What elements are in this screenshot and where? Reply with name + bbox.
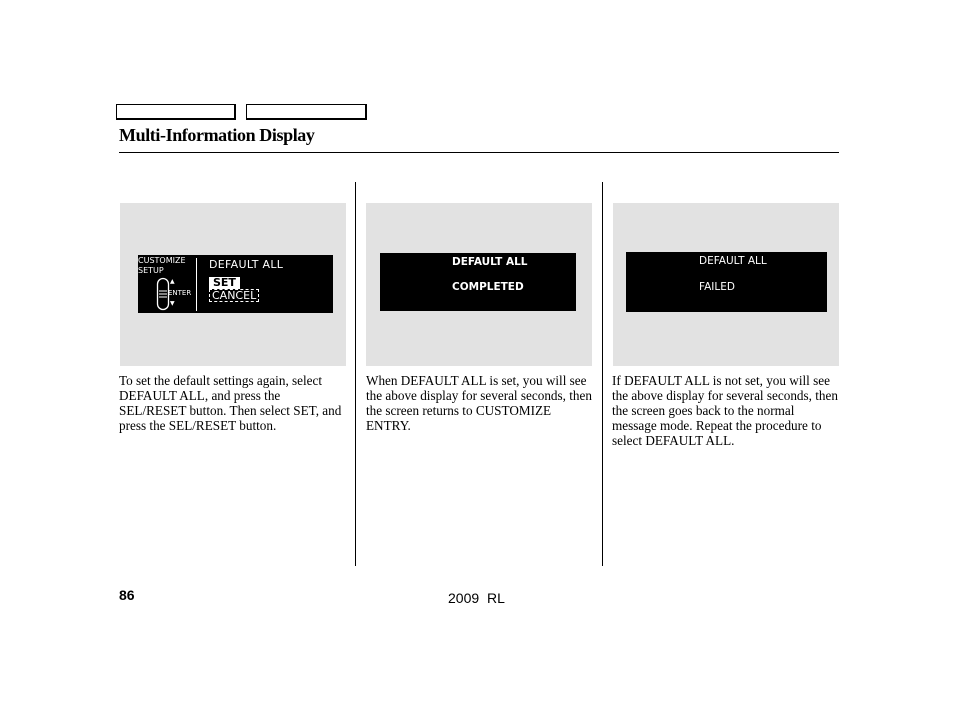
nav-tab-1[interactable]: [116, 104, 236, 120]
column-divider-1: [355, 182, 356, 566]
arrow-up-icon: ▲: [170, 278, 175, 285]
failed-label: FAILED: [699, 281, 735, 293]
default-all-label: DEFAULT ALL: [699, 255, 767, 267]
column-2-text: When DEFAULT ALL is set, you will see the above display for several seconds, then the screen returns to CUSTOMIZE ENTRY.: [366, 373, 592, 433]
figure-panel-default-all-completed: [366, 203, 592, 366]
column-3-text: If DEFAULT ALL is not set, you will see the above display for several seconds, then the screen goes back to the normal message mode. Repeat the procedure to select DEFAULT ALL.: [612, 373, 838, 448]
model-year-label: 2009 RL: [448, 590, 505, 606]
figure-panel-default-all-failed: [613, 203, 839, 366]
arrow-down-icon: ▼: [170, 300, 175, 307]
enter-label: ENTER: [168, 289, 192, 297]
set-option-highlighted: SET: [209, 277, 240, 289]
column-1-text: To set the default settings again, select DEFAULT ALL, and press the SEL/RESET button. Then select SET, and press the SEL/RESET button.: [119, 373, 342, 433]
title-divider: [119, 152, 839, 153]
completed-label: COMPLETED: [452, 281, 524, 293]
column-divider-2: [602, 182, 603, 566]
display-screen: [138, 255, 333, 313]
default-all-label: DEFAULT ALL: [452, 256, 528, 268]
page-number: 86: [119, 587, 135, 603]
display-screen: [380, 253, 576, 311]
figure-panel-default-all-menu: [120, 203, 346, 366]
display-divider: [196, 258, 197, 311]
cancel-option: CANCEL: [209, 289, 259, 302]
default-all-label: DEFAULT ALL: [209, 258, 284, 271]
setup-label: SETUP: [138, 266, 164, 275]
customize-label: CUSTOMIZE: [138, 256, 186, 265]
page-title: Multi-Information Display: [119, 125, 315, 145]
nav-tab-2[interactable]: [246, 104, 367, 120]
display-screen: [626, 252, 827, 312]
